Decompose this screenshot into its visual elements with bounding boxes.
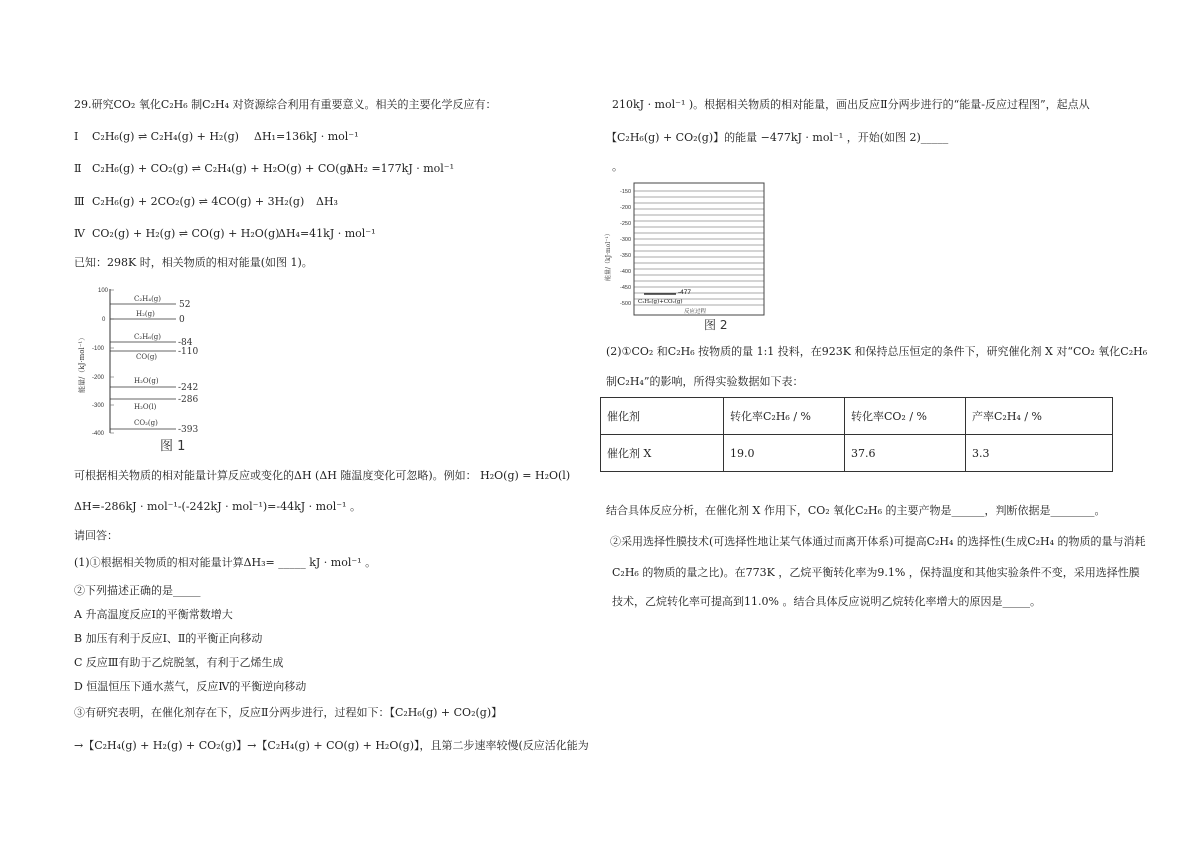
table-header: 转化率C₂H₆ / % — [724, 398, 845, 435]
fig2-axis-label: 能量/（kJ·mol⁻¹） — [605, 230, 612, 281]
fig1-axis-label: 能量/（kJ·mol⁻¹） — [78, 333, 86, 393]
fig2-tick: -350 — [620, 253, 632, 259]
option-c: C 反应Ⅲ有助于乙烷脱氢，有利于乙烯生成 — [74, 656, 284, 669]
question-1-1: (1)①根据相关物质的相对能量计算ΔH₃= _____ kJ · mol⁻¹ 。 — [74, 556, 377, 569]
table-header: 产率C₂H₄ / % — [966, 398, 1113, 435]
fig1-tick: -100 — [92, 346, 105, 352]
answer-prompt: 请回答： — [74, 529, 118, 542]
fig1-species: CO₂(g) — [134, 419, 158, 427]
fig1-tick: -400 — [92, 431, 105, 437]
reaction-enthalpy: ΔH₄=41kJ · mol⁻¹ — [278, 227, 376, 240]
reaction-equation: CO₂(g) + H₂(g) ⇌ CO(g) + H₂O(g) — [92, 227, 280, 240]
stray-dot: 。 — [612, 160, 623, 173]
question-2-2-line3: 技术，乙烷转化率可提高到11.0% 。结合具体反应说明乙烷转化率增大的原因是_____。 — [612, 595, 1041, 608]
fig2-tick: -150 — [620, 189, 632, 195]
question-1-3-continued: →【C₂H₄(g) + H₂(g) + CO₂(g)】→【C₂H₄(g) + CO(g) + H₂O(g)】，且第二步速率较慢(反应活化能为 — [74, 739, 589, 752]
table-header: 催化剂 — [601, 398, 724, 435]
question-1-2: ②下列描述正确的是_____ — [74, 584, 201, 597]
question-2-1-line1: (2)①CO₂ 和C₂H₆ 按物质的量 1:1 投料，在923K 和保持总压恒定的条件下，研究催化剂 X 对“CO₂ 氧化C₂H₆ — [606, 345, 1148, 358]
continued-text-2: 【C₂H₆(g) + CO₂(g)】的能量 −477kJ · mol⁻¹ ，开始(如图 2)_____ — [606, 131, 949, 144]
fig1-value: -110 — [178, 347, 199, 357]
fig1-ticks — [92, 288, 109, 437]
reaction-enthalpy: ΔH₂ =177kJ · mol⁻¹ — [346, 162, 455, 175]
table-row — [601, 435, 1113, 472]
fig1-tick: 0 — [102, 317, 106, 323]
calc-example-line1: 可根据相关物质的相对能量计算反应或变化的ΔH (ΔH 随温度变化可忽略)。例如： H₂O(g) = H₂O(l) — [74, 469, 571, 482]
fig2-tick: -400 — [620, 269, 632, 275]
energy-level-diagram-fig1 — [74, 283, 254, 455]
fig1-species: H₂(g) — [136, 310, 155, 318]
catalyst-data-table — [600, 397, 1113, 472]
table-header: 转化率CO₂ / % — [845, 398, 966, 435]
table-cell: 37.6 — [845, 435, 966, 472]
question-2-2-line1: ②采用选择性膜技术(可选择性地让某气体通过而离开体系)可提高C₂H₄ 的选择性(生成C₂H₄ 的物质的量与消耗 — [610, 535, 1146, 548]
table-header-row — [601, 398, 1113, 435]
fig1-value: 0 — [179, 315, 185, 325]
fig2-start-label: C₂H₆(g)+CO₂(g) — [638, 299, 683, 305]
fig1-value: -286 — [178, 395, 199, 405]
fig2-tick: -500 — [620, 301, 632, 307]
fig1-species: C₂H₆(g) — [134, 333, 162, 341]
option-d: D 恒温恒压下通水蒸气，反应Ⅳ的平衡逆向移动 — [74, 680, 307, 693]
known-conditions: 已知：298K 时，相关物质的相对能量(如图 1)。 — [74, 256, 313, 269]
fig1-tick: -200 — [92, 375, 105, 381]
fig2-tick: -250 — [620, 221, 632, 227]
reaction-equation: C₂H₆(g) ⇌ C₂H₄(g) + H₂(g) — [92, 130, 239, 143]
reaction-equation: C₂H₆(g) + 2CO₂(g) ⇌ 4CO(g) + 3H₂(g) — [92, 195, 305, 208]
fig1-value: 52 — [179, 300, 191, 310]
fig1-species: C₂H₄(g) — [134, 295, 162, 303]
fig1-species: CO(g) — [136, 353, 158, 361]
fig1-species: H₂O(l) — [134, 403, 157, 411]
fig1-tick: -300 — [92, 403, 105, 409]
fig2-start-value: -477 — [678, 289, 692, 296]
fig2-xlabel: 反应过程 — [684, 309, 707, 315]
question-intro: 29.研究CO₂ 氧化C₂H₆ 制C₂H₄ 对资源综合利用有重要意义。相关的主要化学反应有： — [74, 98, 497, 111]
calc-example-line2: ΔH=-286kJ · mol⁻¹-(-242kJ · mol⁻¹)=-44kJ · mol⁻¹ 。 — [74, 500, 361, 513]
reaction-number: Ⅲ — [74, 195, 85, 208]
table-cell: 3.3 — [966, 435, 1113, 472]
reaction-enthalpy: ΔH₃ — [316, 195, 338, 208]
fig1-species: H₂O(g) — [134, 377, 159, 385]
question-2-1-line2: 制C₂H₄”的影响，所得实验数据如下表： — [606, 375, 804, 388]
option-a: A 升高温度反应Ⅰ的平衡常数增大 — [74, 608, 233, 621]
question-2-1-answer: 结合具体反应分析，在催化剂 X 作用下，CO₂ 氧化C₂H₆ 的主要产物是______，判断依据是________。 — [606, 504, 1106, 517]
question-2-2-line2: C₂H₆ 的物质的量之比)。在773K ，乙烷平衡转化率为9.1% ，保持温度和其他实验条件不变，采用选择性膜 — [612, 566, 1140, 579]
fig2-tick: -200 — [620, 205, 632, 211]
option-b: B 加压有利于反应Ⅰ、Ⅱ的平衡正向移动 — [74, 632, 263, 645]
reaction-equation: C₂H₆(g) + CO₂(g) ⇌ C₂H₄(g) + H₂O(g) + CO(g) — [92, 162, 351, 175]
reaction-number: Ⅰ — [74, 130, 79, 143]
fig1-caption: 图 1 — [160, 439, 186, 454]
energy-grid-fig2 — [598, 177, 770, 333]
fig1-tick: 100 — [98, 288, 109, 294]
question-1-3: ③有研究表明，在催化剂存在下，反应Ⅱ分两步进行，过程如下：【C₂H₆(g) + CO₂(g)】 — [74, 706, 503, 719]
table-cell: 19.0 — [724, 435, 845, 472]
reaction-number: Ⅱ — [74, 162, 82, 175]
table-cell: 催化剂 X — [601, 435, 724, 472]
fig1-value: -393 — [178, 425, 199, 435]
continued-text-1: 210kJ · mol⁻¹ )。根据相关物质的相对能量，画出反应Ⅱ分两步进行的“能量-反应过程图”，起点从 — [612, 98, 1090, 111]
fig1-levels — [110, 295, 198, 435]
reaction-enthalpy: ΔH₁=136kJ · mol⁻¹ — [254, 130, 359, 143]
fig2-tick: -450 — [620, 285, 632, 291]
fig1-value: -242 — [178, 383, 199, 393]
reaction-number: Ⅳ — [74, 227, 85, 240]
fig2-tick: -300 — [620, 237, 632, 243]
fig2-caption: 图 2 — [704, 318, 728, 332]
fig1-value: -84 — [178, 338, 193, 348]
